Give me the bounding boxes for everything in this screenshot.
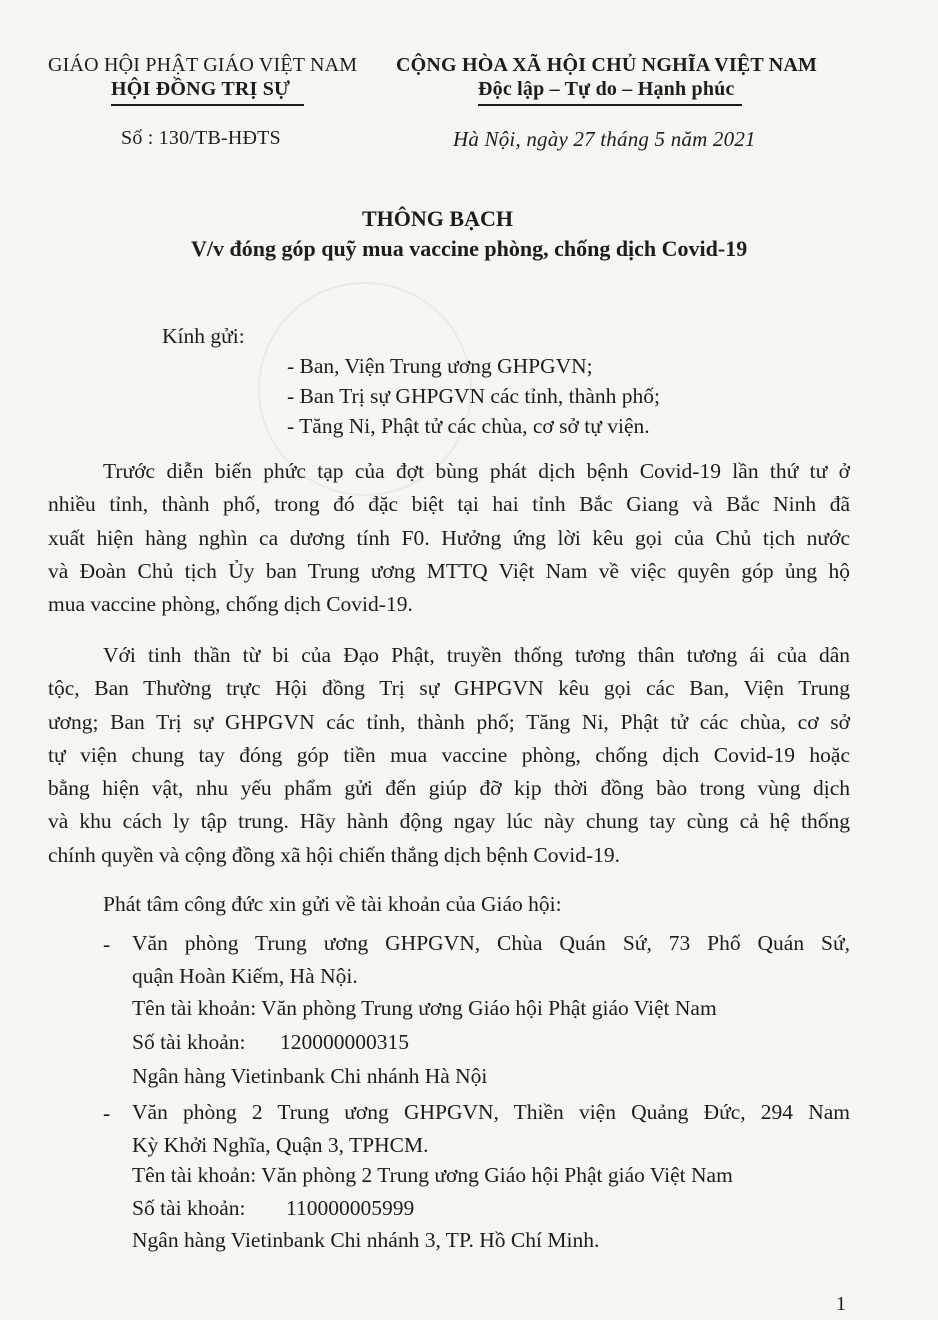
recipient-item: - Ban Trị sự GHPGVN các tỉnh, thành phố; [287, 384, 660, 408]
paragraph-line: tự viện chung tay đóng góp tiền mua vaccine phòng, chống dịch Covid-19 hoặc [48, 742, 850, 767]
account-name: Tên tài khoản: Văn phòng 2 Trung ương Giáo hội Phật giáo Việt Nam [132, 1163, 733, 1187]
page-number: 1 [836, 1293, 846, 1315]
address-line: Văn phòng Trung ương GHPGVN, Chùa Quán Sứ, 73 Phố Quán Sứ, [132, 931, 850, 955]
account-bullet: - [103, 932, 111, 956]
org-name: GIÁO HỘI PHẬT GIÁO VIỆT NAM [48, 54, 358, 76]
paragraph-context [48, 455, 850, 621]
paragraph-line: nhiều tỉnh, thành phố, trong đó đặc biệt tại hai tỉnh Bắc Giang và Bắc Ninh đã [48, 492, 850, 517]
account-address [132, 1096, 850, 1163]
paragraph-line: xuất hiện hàng nghìn ca dương tính F0. Hưởng ứng lời kêu gọi của Chủ tịch nước [48, 525, 850, 550]
account-number: 110000005999 [286, 1196, 415, 1220]
account-bank: Ngân hàng Vietinbank Chi nhánh Hà Nội [132, 1064, 488, 1088]
document-title: THÔNG BẠCH [362, 206, 513, 231]
paragraph-line: Trước diễn biến phức tạp của đợt bùng phát dịch bệnh Covid-19 lần thứ tư ở [103, 459, 850, 483]
place-date: Hà Nội, ngày 27 tháng 5 năm 2021 [453, 127, 756, 151]
address-line: quận Hoàn Kiếm, Hà Nội. [132, 964, 358, 989]
recipients-label: Kính gửi: [162, 324, 245, 348]
council-name: HỘI ĐỒNG TRỊ SỰ [111, 78, 291, 100]
account-address [132, 927, 850, 994]
account-number-label: Số tài khoản: [132, 1196, 246, 1220]
paragraph-line: tộc, Ban Thường trực Hội đồng Trị sự GHPGVN kêu gọi các Ban, Viện Trung [48, 676, 850, 701]
recipient-item: - Ban, Viện Trung ương GHPGVN; [287, 354, 593, 378]
paragraph-line: ương; Ban Trị sự GHPGVN các tỉnh, thành phố; Tăng Ni, Phật tử các chùa, cơ sở [48, 709, 850, 734]
accounts-intro: Phát tâm công đức xin gửi về tài khoản của Giáo hội: [103, 892, 562, 916]
council-underline [111, 104, 304, 106]
account-number: 120000000315 [280, 1030, 409, 1054]
paragraph-line: Với tinh thần từ bi của Đạo Phật, truyền thống tương thân tương ái của dân [103, 643, 850, 667]
document-number: Số : 130/TB-HĐTS [121, 127, 281, 149]
account-bank: Ngân hàng Vietinbank Chi nhánh 3, TP. Hồ Chí Minh. [132, 1228, 600, 1252]
address-line: Kỳ Khởi Nghĩa, Quận 3, TPHCM. [132, 1133, 429, 1158]
recipient-item: - Tăng Ni, Phật tử các chùa, cơ sở tự viện. [287, 414, 650, 438]
account-number-label: Số tài khoản: [132, 1030, 246, 1054]
account-bullet: - [103, 1101, 111, 1125]
paragraph-line: mua vaccine phòng, chống dịch Covid-19. [48, 592, 413, 617]
paragraph-line: chính quyền và cộng đồng xã hội chiến thắng dịch bệnh Covid-19. [48, 842, 621, 867]
motto-underline [478, 104, 742, 106]
account-name: Tên tài khoản: Văn phòng Trung ương Giáo hội Phật giáo Việt Nam [132, 996, 717, 1020]
paragraph-line: và Đoàn Chủ tịch Ủy ban Trung ương MTTQ Việt Nam về việc quyên góp ủng hộ [48, 558, 850, 583]
document-subject: V/v đóng góp quỹ mua vaccine phòng, chống dịch Covid-19 [191, 236, 748, 261]
paragraph-line: và khu cách ly tập trung. Hãy hành động ngay lúc này chung tay cùng cả hệ thống [48, 809, 850, 834]
national-motto: Độc lập – Tự do – Hạnh phúc [478, 78, 735, 100]
paragraph-appeal [48, 639, 850, 872]
paragraph-line: bằng hiện vật, nhu yếu phẩm gửi đến giúp đỡ kịp thời đồng bào trong vùng dịch [48, 776, 850, 801]
nation-name: CỘNG HÒA XÃ HỘI CHỦ NGHĨA VIỆT NAM [396, 54, 818, 76]
address-line: Văn phòng 2 Trung ương GHPGVN, Thiền viện Quảng Đức, 294 Nam [132, 1100, 850, 1124]
